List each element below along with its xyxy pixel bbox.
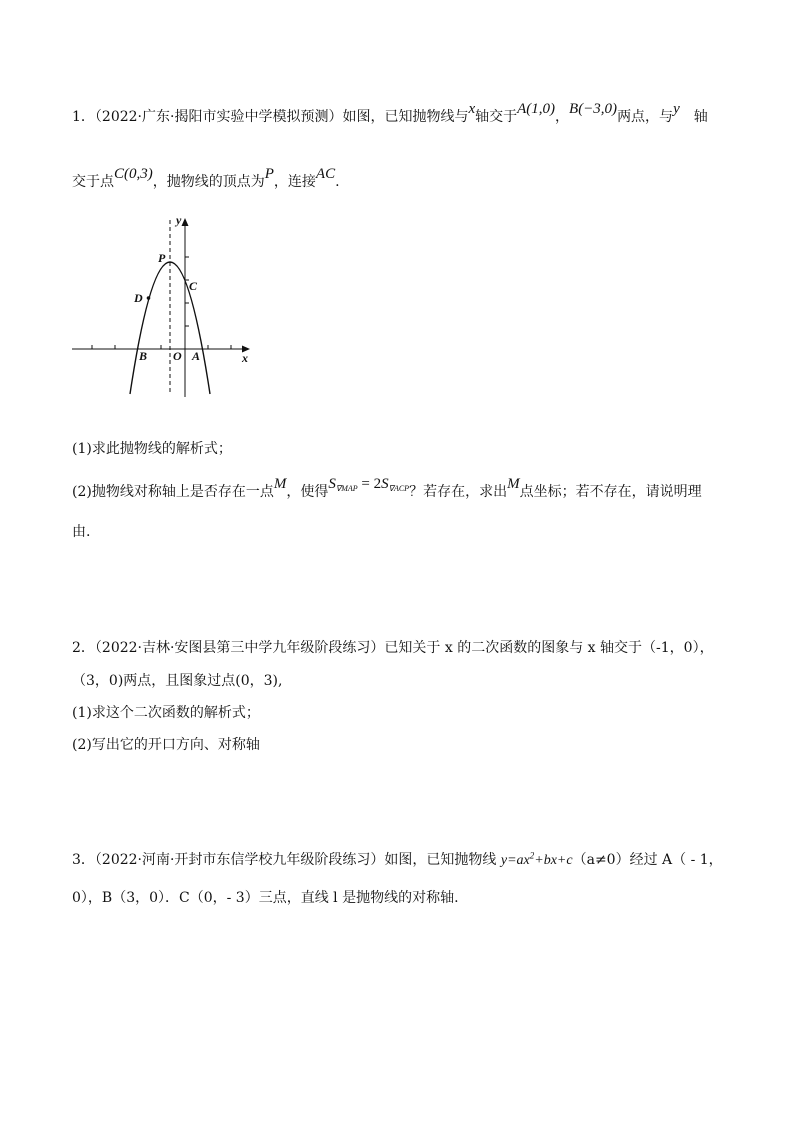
label-O: O	[173, 349, 182, 363]
q1-text: 两点，与	[617, 109, 674, 125]
area-equation	[328, 476, 409, 492]
point-C: C(0,3)	[114, 166, 153, 182]
q3-text: 3．（2022·河南·开封市东信学校九年级阶段练习）如图，已知抛物线	[72, 852, 501, 868]
var-y: y	[673, 101, 680, 117]
var-x: x	[468, 101, 476, 117]
label-y: y	[176, 213, 182, 227]
q1-text: 轴交于	[475, 109, 518, 125]
label-B: B	[139, 349, 148, 363]
q2-line1: 2．（2022·吉林·安图县第三中学九年级阶段练习）已知关于 x 的二次函数的图象与 x 轴交于（-1，0），	[72, 640, 714, 656]
q1-line2	[72, 166, 340, 191]
q2-part1: (1)求这个二次函数的解析式；	[72, 705, 260, 721]
q1-text: ，	[555, 109, 570, 125]
q1-text: 如图，已知抛物线与	[342, 109, 469, 125]
point-M: M	[273, 476, 287, 492]
q1-text: 点坐标；若不存在，请说明理	[519, 484, 702, 500]
point-A: A(1,0)	[517, 101, 556, 117]
q1-text: 轴	[693, 109, 708, 125]
q1-text: ，使得	[286, 484, 329, 500]
segment-AC: AC	[315, 166, 336, 182]
q3-text: （a≠0）经过 A（ - 1，	[572, 852, 723, 868]
q1-text: ，连接	[273, 174, 316, 190]
label-P: P	[158, 251, 166, 265]
point-M: M	[507, 476, 520, 492]
q1-text: ？若存在，求出	[409, 484, 508, 500]
q1-text: (2)抛物线对称轴上是否存在一点	[72, 484, 274, 500]
parabola-equation-rest: +bx+c	[534, 853, 573, 868]
area-subscript: ∇ACP	[388, 484, 410, 493]
x-ticks	[92, 345, 231, 349]
point-B: B(−3,0)	[569, 101, 618, 117]
q1-part2-end: 由.	[72, 524, 91, 540]
q1-line1	[72, 101, 708, 126]
vertex-P: P	[264, 166, 274, 182]
parabola-figure	[70, 212, 260, 402]
q3-line2: 0），B（3，0）．C（0，- 3）三点，直线 l 是抛物线的对称轴.	[72, 890, 459, 906]
y-axis-arrow	[182, 218, 189, 226]
label-A: A	[192, 349, 201, 363]
label-D: D	[134, 291, 143, 305]
area-symbol: S	[328, 476, 336, 492]
label-C: C	[189, 279, 198, 293]
q1-text: .	[335, 174, 340, 190]
label-x: x	[242, 351, 248, 365]
q1-text: ，抛物线的顶点为	[152, 174, 265, 190]
point-D-dot	[147, 296, 151, 300]
q2-part2: (2)写出它的开口方向、对称轴	[72, 737, 260, 753]
area-equals: = 2	[357, 476, 382, 492]
q1-part2	[72, 476, 702, 501]
q1-source: （2022·广东·揭阳市实验中学模拟预测）	[94, 109, 343, 125]
parabola-equation: y=ax	[500, 853, 530, 868]
q2-line2: （3，0)两点，且图象过点(0，3),	[72, 673, 283, 689]
area-symbol: S	[381, 476, 389, 492]
q1-part1: (1)求此抛物线的解析式；	[72, 441, 232, 457]
q1-number: 1．	[72, 109, 95, 125]
q3-line1	[72, 849, 723, 869]
q1-text: 交于点	[72, 174, 114, 190]
exponent: 2	[529, 850, 535, 861]
area-subscript: ∇MAP	[335, 484, 358, 493]
